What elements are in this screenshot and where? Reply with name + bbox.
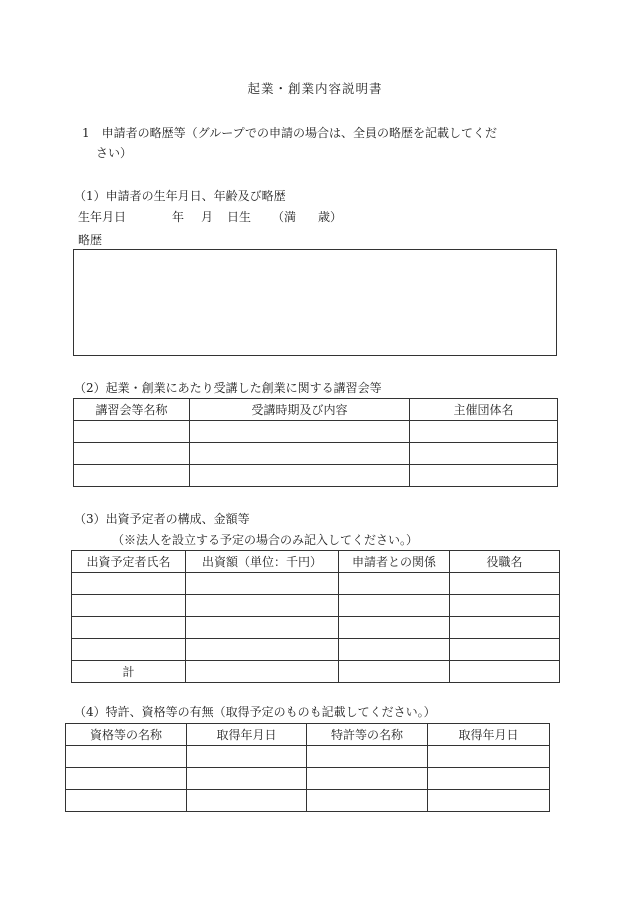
table-cell[interactable] [187, 790, 307, 812]
section-1-heading-line1: 1 申請者の略歴等（グループでの申請の場合は、全員の略歴を記載してくだ [82, 126, 498, 140]
investor-table [71, 550, 560, 683]
table-cell[interactable] [450, 639, 560, 661]
birth-year-label: 年 [172, 210, 185, 224]
birth-month-label: 月 [201, 210, 214, 224]
section-1-2-heading: （2）起業・創業にあたり受講した創業に関する講習会等 [74, 381, 382, 395]
investor-col-amount: 出資額（単位：千円） [186, 551, 339, 573]
table-cell[interactable] [450, 617, 560, 639]
table-row [72, 639, 560, 661]
history-input-box[interactable] [73, 249, 557, 356]
table-row [66, 746, 550, 768]
section-1-heading-line2: さい） [96, 146, 133, 160]
table-cell[interactable] [186, 639, 339, 661]
table-cell[interactable] [186, 573, 339, 595]
investor-col-relation: 申請者との関係 [339, 551, 450, 573]
table-cell[interactable] [74, 465, 190, 487]
table-cell[interactable] [190, 465, 410, 487]
section-1-1-heading: （1）申請者の生年月日、年齢及び略歴 [74, 189, 286, 203]
table-cell[interactable] [74, 443, 190, 465]
seminar-table [73, 398, 558, 487]
table-cell[interactable] [339, 639, 450, 661]
table-cell[interactable] [307, 768, 428, 790]
birth-date-label: 生年月日 [78, 210, 127, 224]
total-label: 計 [72, 661, 186, 683]
table-row [72, 573, 560, 595]
table-cell[interactable] [410, 421, 558, 443]
table-cell[interactable] [72, 573, 186, 595]
table-cell[interactable] [307, 790, 428, 812]
total-row [72, 661, 560, 683]
license-table [65, 723, 550, 812]
total-amount-cell[interactable] [186, 661, 339, 683]
table-cell[interactable] [450, 661, 560, 683]
license-col-date: 取得年月日 [187, 724, 307, 746]
table-cell[interactable] [450, 573, 560, 595]
table-cell[interactable] [66, 746, 187, 768]
table-cell[interactable] [339, 595, 450, 617]
table-cell[interactable] [187, 746, 307, 768]
table-row [66, 790, 550, 812]
birth-day-label: 日生 [227, 210, 252, 224]
table-cell[interactable] [66, 768, 187, 790]
table-cell[interactable] [339, 617, 450, 639]
seminar-col-name: 講習会等名称 [74, 399, 190, 421]
seminar-col-period: 受講時期及び内容 [190, 399, 410, 421]
patent-col-date: 取得年月日 [428, 724, 550, 746]
section-1-3-heading: （3）出資予定者の構成、金額等 [74, 512, 250, 526]
table-cell[interactable] [72, 639, 186, 661]
table-row [74, 421, 558, 443]
table-cell[interactable] [186, 595, 339, 617]
table-cell[interactable] [428, 790, 550, 812]
table-row [72, 595, 560, 617]
table-cell[interactable] [339, 573, 450, 595]
table-cell[interactable] [187, 768, 307, 790]
table-cell[interactable] [339, 661, 450, 683]
table-cell[interactable] [74, 421, 190, 443]
license-col-name: 資格等の名称 [66, 724, 187, 746]
table-cell[interactable] [450, 595, 560, 617]
table-row [66, 768, 550, 790]
patent-col-name: 特許等の名称 [307, 724, 428, 746]
table-cell[interactable] [428, 768, 550, 790]
table-row [74, 443, 558, 465]
page-title: 起業・創業内容説明書 [247, 81, 383, 96]
table-cell[interactable] [410, 443, 558, 465]
table-cell[interactable] [190, 421, 410, 443]
table-cell[interactable] [307, 746, 428, 768]
age-close-label: 歳） [318, 210, 343, 224]
age-open-label: （満 [272, 210, 297, 224]
section-1-4-heading: （4）特許、資格等の有無（取得予定のものも記載してください。） [74, 705, 436, 719]
investor-col-position: 役職名 [450, 551, 560, 573]
table-cell[interactable] [72, 617, 186, 639]
table-cell[interactable] [72, 595, 186, 617]
history-label: 略歴 [78, 233, 103, 247]
table-row [72, 617, 560, 639]
seminar-col-organizer: 主催団体名 [410, 399, 558, 421]
section-1-3-note: （※法人を設立する予定の場合のみ記入してください。） [112, 533, 419, 547]
table-cell[interactable] [190, 443, 410, 465]
table-row [74, 465, 558, 487]
table-cell[interactable] [410, 465, 558, 487]
table-cell[interactable] [186, 617, 339, 639]
table-cell[interactable] [428, 746, 550, 768]
table-cell[interactable] [66, 790, 187, 812]
investor-col-name: 出資予定者氏名 [72, 551, 186, 573]
